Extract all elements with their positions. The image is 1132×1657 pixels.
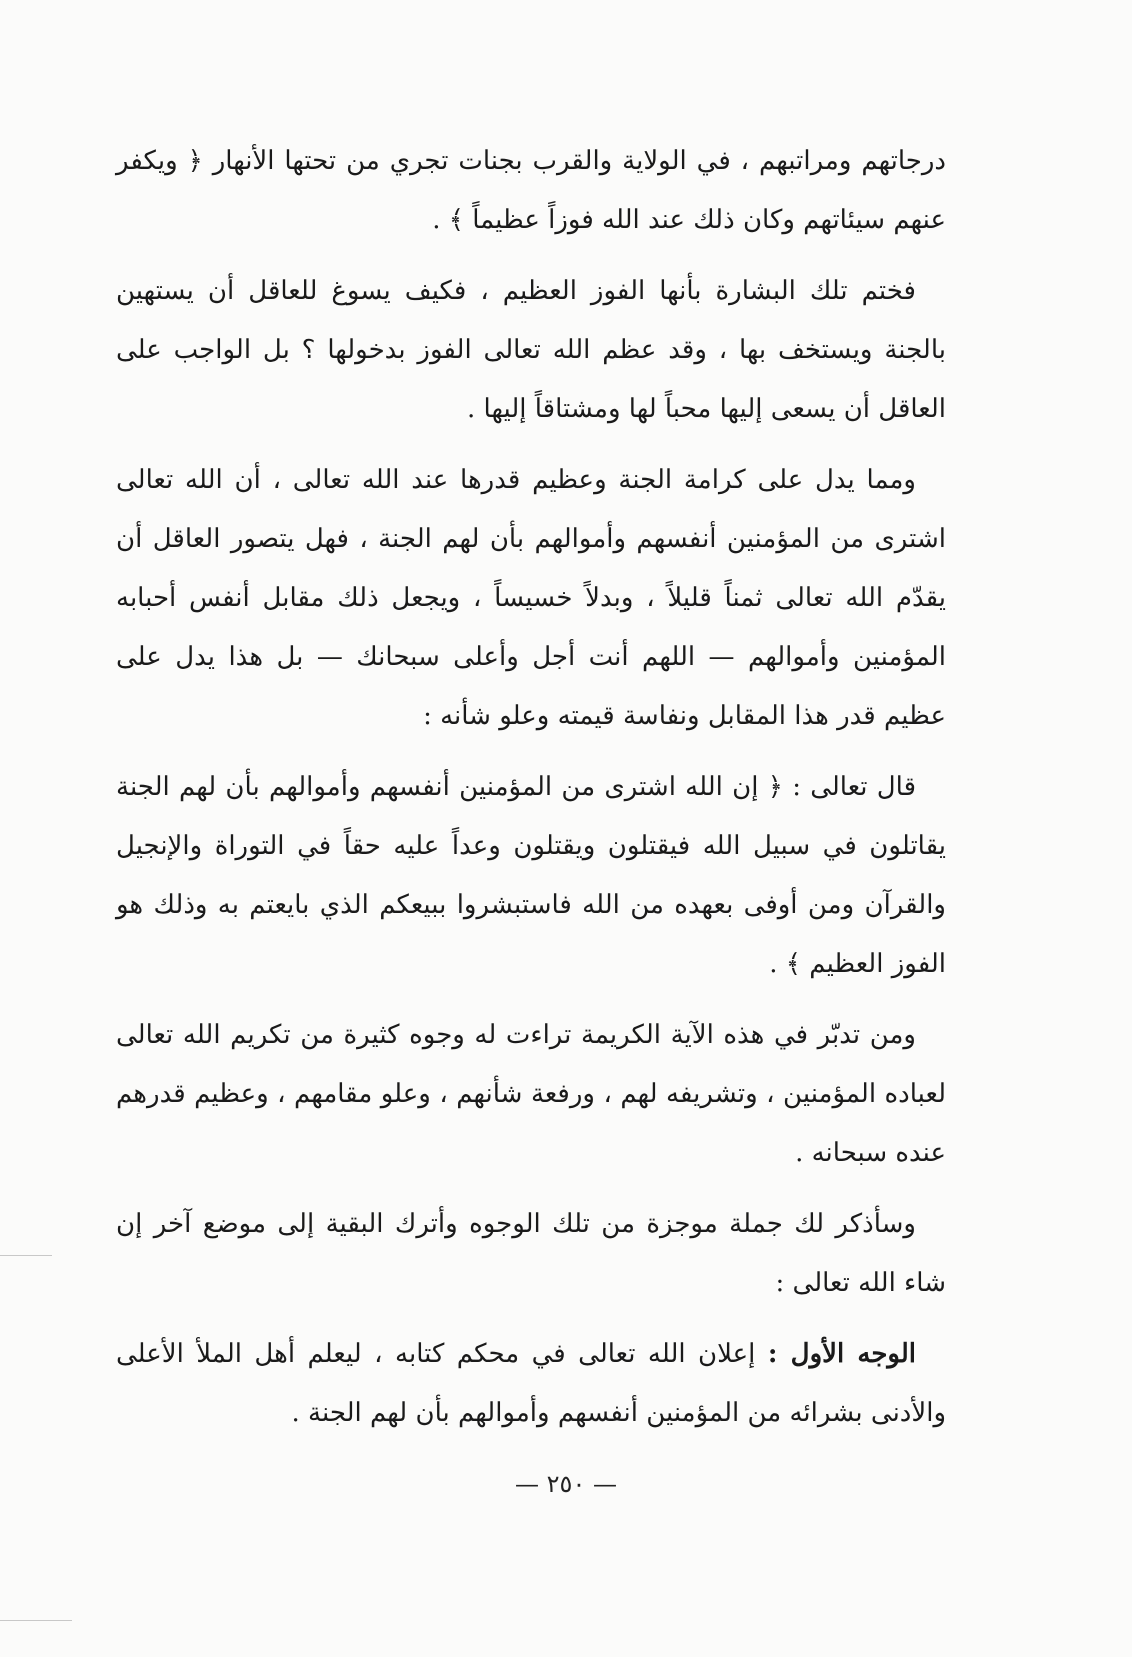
page-number: — ٢٥٠ — (515, 1470, 617, 1498)
paragraph-4: قال تعالى : ﴿ إن الله اشترى من المؤمنين أنفسهم وأموالهم بأن لهم الجنة يقاتلون في سبيل الله فيقتلون ويقتلون وعداً عليه حقاً في التوراة والإنجيل والقرآن ومن أوفى بعهده من الله فاستبشروا ببيعكم الذي بايعتم به وذلك هو الفوز العظيم ﴾ . (116, 772, 946, 979)
paragraph-2: فختم تلك البشارة بأنها الفوز العظيم ، فكيف يسوغ للعاقل أن يستهين بالجنة ويستخف بها ، وقد عظم الله تعالى الفوز بدخولها ؟ بل الواجب على العاقل أن يسعى إليها محباً لها ومشتاقاً إليها . (116, 276, 946, 424)
page-body (116, 132, 946, 1455)
paragraph-6: وسأذكر لك جملة موجزة من تلك الوجوه وأترك البقية إلى موضع آخر إن شاء الله تعالى : (116, 1209, 946, 1298)
paragraph-7 (116, 1325, 946, 1443)
paragraph-1: درجاتهم ومراتبهم ، في الولاية والقرب بجنات تجري من تحتها الأنهار ﴿ ويكفر عنهم سيئاتهم وكان ذلك عند الله فوزاً عظيماً ﴾ . (116, 146, 946, 235)
paragraph-3: ومما يدل على كرامة الجنة وعظيم قدرها عند الله تعالى ، أن الله تعالى اشترى من المؤمنين أنفسهم وأموالهم بأن لهم الجنة ، فهل يتصور العاقل أن يقدّم الله تعالى ثمناً قليلاً ، وبدلاً خسيساً ، ويجعل ذلك مقابل أنفس أحبابه المؤمنين وأموالهم — اللهم أنت أجل وأعلى سبحانك — بل هذا يدل على عظيم قدر هذا المقابل ونفاسة قيمته وعلو شأنه : (116, 465, 946, 731)
section-text: إعلان الله تعالى في محكم كتابه ، ليعلم أهل الملأ الأعلى والأدنى بشرائه من المؤمنين أنفسهم وأموالهم بأن لهم الجنة . (116, 1339, 946, 1428)
scan-mark-left-2 (0, 1620, 72, 1621)
paragraph-5: ومن تدبّر في هذه الآية الكريمة تراءت له وجوه كثيرة من تكريم الله تعالى لعباده المؤمنين ، وتشريفه لهم ، ورفعة شأنهم ، وعلو مقامهم ، وعظيم قدرهم عنده سبحانه . (116, 1020, 946, 1168)
section-lead: الوجه الأول : (767, 1339, 916, 1369)
scan-mark-left-1 (0, 1255, 52, 1256)
